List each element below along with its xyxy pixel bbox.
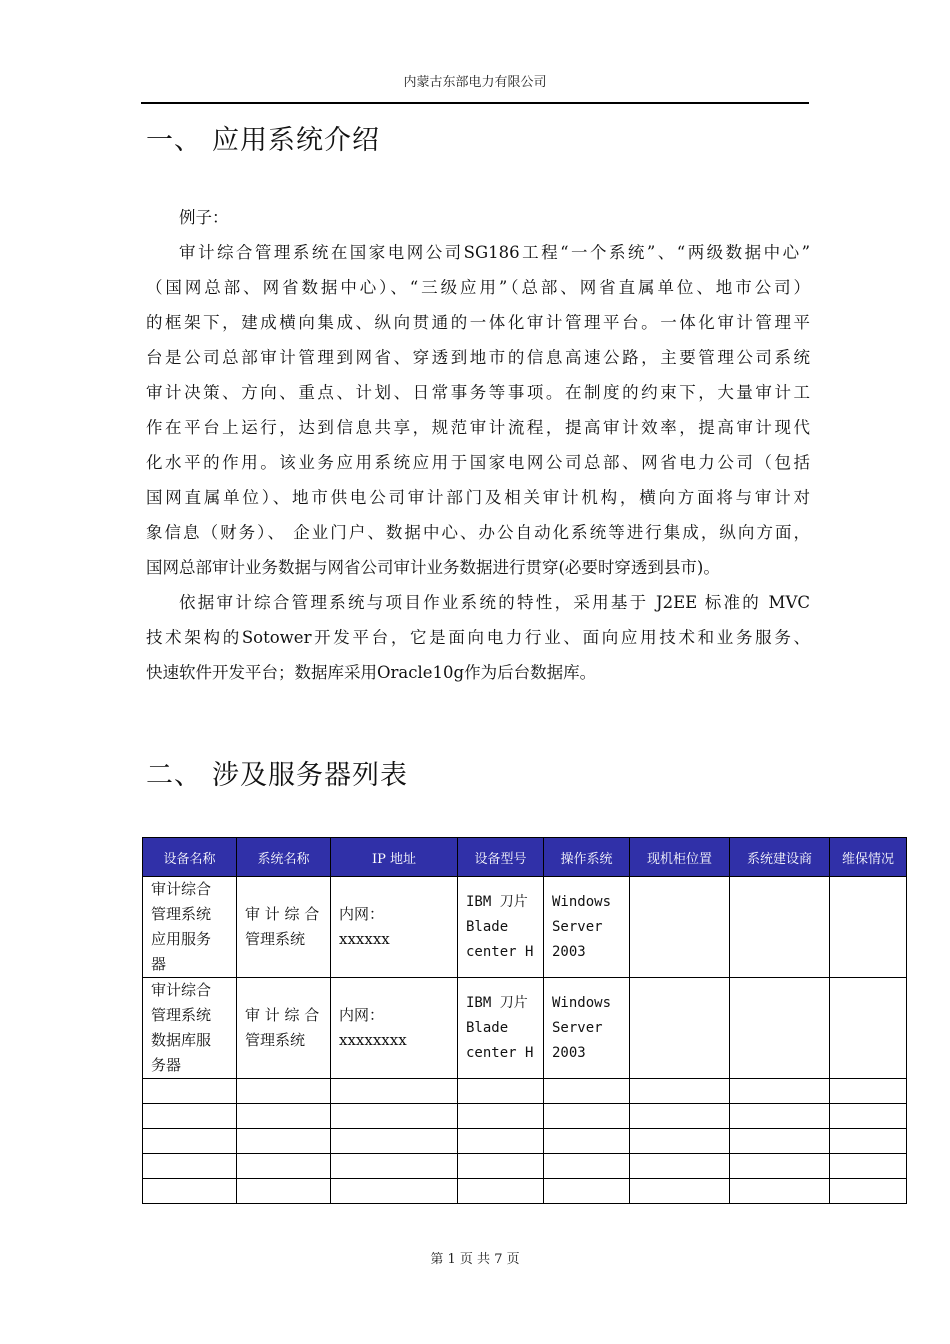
header-ip-address: IP 地址: [331, 838, 458, 877]
section-heading-2: [146, 753, 408, 792]
table-cell-empty: [630, 1129, 730, 1154]
paragraph-line: 象信息（财务）、 企业门户、数据中心、办公自动化系统等进行集成，纵向方面，: [146, 523, 810, 542]
table-cell-empty: [630, 1154, 730, 1179]
cell-maintenance: [830, 877, 907, 978]
table-cell-empty: [730, 1129, 830, 1154]
header-os: 操作系统: [544, 838, 630, 877]
table-cell-empty: [830, 1079, 907, 1104]
table-cell-empty: [830, 1104, 907, 1129]
table-row: [143, 978, 907, 1079]
section-title: 涉及服务器列表: [212, 760, 408, 791]
table-cell-empty: [830, 1179, 907, 1204]
page-footer: 第 1 页 共 7 页: [430, 1252, 520, 1267]
cell-device-model: IBM 刀片 Blade center H: [458, 877, 544, 978]
cell-device-model: IBM 刀片 Blade center H: [458, 978, 544, 1079]
header-device-name: 设备名称: [143, 838, 237, 877]
paragraph-line: 审计决策、方向、重点、计划、日常事务等事项。在制度的约束下，大量审计工: [146, 383, 810, 402]
table-cell-empty: [143, 1079, 237, 1104]
table-cell-empty: [458, 1104, 544, 1129]
table-cell-empty: [143, 1104, 237, 1129]
table-cell-empty: [331, 1179, 458, 1204]
table-cell-empty: [730, 1079, 830, 1104]
table-row-empty: [143, 1104, 907, 1129]
paragraph-line: （国网总部、网省数据中心）、“三级应用”（总部、网省直属单位、地市公司）: [146, 278, 810, 297]
table-cell-empty: [237, 1129, 331, 1154]
paragraph-2: [146, 585, 810, 690]
table-row-empty: [143, 1179, 907, 1204]
header-divider: [141, 102, 809, 104]
cell-system-name: 审 计 综 合 管理系统: [237, 877, 331, 978]
table-cell-empty: [830, 1154, 907, 1179]
table-cell-empty: [544, 1129, 630, 1154]
paragraph-line: 快速软件开发平台；数据库采用Oracle10g作为后台数据库。: [146, 663, 597, 682]
table-row-empty: [143, 1079, 907, 1104]
cell-system-name: 审 计 综 合 管理系统: [237, 978, 331, 1079]
paragraph-line: 依据审计综合管理系统与项目作业系统的特性，采用基于 J2EE 标准的 MVC: [179, 593, 810, 612]
table-cell-empty: [458, 1129, 544, 1154]
table-cell-empty: [458, 1079, 544, 1104]
paragraph-line: 国网总部审计业务数据与网省公司审计业务数据进行贯穿(必要时穿透到县市)。: [146, 558, 720, 577]
table-cell-empty: [331, 1154, 458, 1179]
table-row: [143, 877, 907, 978]
cell-ip-address: 内网： xxxxxxxx: [331, 978, 458, 1079]
section-title: 应用系统介绍: [212, 125, 380, 156]
paragraph-line: 作在平台上运行，达到信息共享，规范审计流程，提高审计效率，提高审计现代: [146, 418, 810, 437]
table-cell-empty: [237, 1079, 331, 1104]
intro-body: [146, 200, 810, 690]
header-rack-location: 现机柜位置: [630, 838, 730, 877]
table-row-empty: [143, 1154, 907, 1179]
paragraph-line: 审计综合管理系统在国家电网公司SG186工程“一个系统”、“两级数据中心”: [179, 243, 810, 262]
table-header-row: [143, 838, 907, 877]
paragraph-line: 国网直属单位）、地市供电公司审计部门及相关审计机构，横向方面将与审计对: [146, 488, 810, 507]
server-table: [142, 837, 907, 1204]
table-cell-empty: [830, 1129, 907, 1154]
cell-os: Windows Server 2003: [544, 978, 630, 1079]
paragraph-1: [146, 235, 810, 585]
cell-rack-location: [630, 978, 730, 1079]
header-system-name: 系统名称: [237, 838, 331, 877]
table-cell-empty: [730, 1154, 830, 1179]
paragraph-line: 的框架下，建成横向集成、纵向贯通的一体化审计管理平台。一体化审计管理平: [146, 313, 810, 332]
table-cell-empty: [237, 1154, 331, 1179]
table-cell-empty: [237, 1179, 331, 1204]
table-cell-empty: [630, 1104, 730, 1129]
page-header-company: 内蒙古东部电力有限公司: [403, 75, 547, 90]
table-cell-empty: [544, 1079, 630, 1104]
header-vendor: 系统建设商: [730, 838, 830, 877]
table-cell-empty: [331, 1079, 458, 1104]
cell-device-name: 审计综合 管理系统 数据库服 务器: [143, 978, 237, 1079]
section-number: 二、: [146, 760, 202, 791]
table-cell-empty: [458, 1154, 544, 1179]
header-device-model: 设备型号: [458, 838, 544, 877]
table-cell-empty: [237, 1104, 331, 1129]
paragraph-line: 台是公司总部审计管理到网省、穿透到地市的信息高速公路，主要管理公司系统: [146, 348, 810, 367]
cell-maintenance: [830, 978, 907, 1079]
cell-vendor: [730, 877, 830, 978]
header-maintenance: 维保情况: [830, 838, 907, 877]
table-cell-empty: [630, 1179, 730, 1204]
table-cell-empty: [544, 1179, 630, 1204]
cell-vendor: [730, 978, 830, 1079]
table-cell-empty: [630, 1079, 730, 1104]
table-cell-empty: [458, 1179, 544, 1204]
paragraph-line: 技术架构的Sotower开发平台，它是面向电力行业、面向应用技术和业务服务、: [146, 628, 810, 647]
cell-ip-address: 内网： xxxxxx: [331, 877, 458, 978]
table-cell-empty: [544, 1104, 630, 1129]
table-cell-empty: [730, 1104, 830, 1129]
cell-device-name: 审计综合 管理系统 应用服务 器: [143, 877, 237, 978]
section-heading-1: [146, 118, 380, 157]
table-cell-empty: [143, 1154, 237, 1179]
paragraph-line: 化水平的作用。该业务应用系统应用于国家电网公司总部、网省电力公司（包括: [146, 453, 810, 472]
example-label: 例子：: [179, 208, 229, 227]
table-cell-empty: [730, 1179, 830, 1204]
section-number: 一、: [146, 125, 202, 156]
cell-os: Windows Server 2003: [544, 877, 630, 978]
table-row-empty: [143, 1129, 907, 1154]
cell-rack-location: [630, 877, 730, 978]
table-cell-empty: [331, 1129, 458, 1154]
table-cell-empty: [544, 1154, 630, 1179]
table-cell-empty: [143, 1179, 237, 1204]
table-cell-empty: [331, 1104, 458, 1129]
table-cell-empty: [143, 1129, 237, 1154]
